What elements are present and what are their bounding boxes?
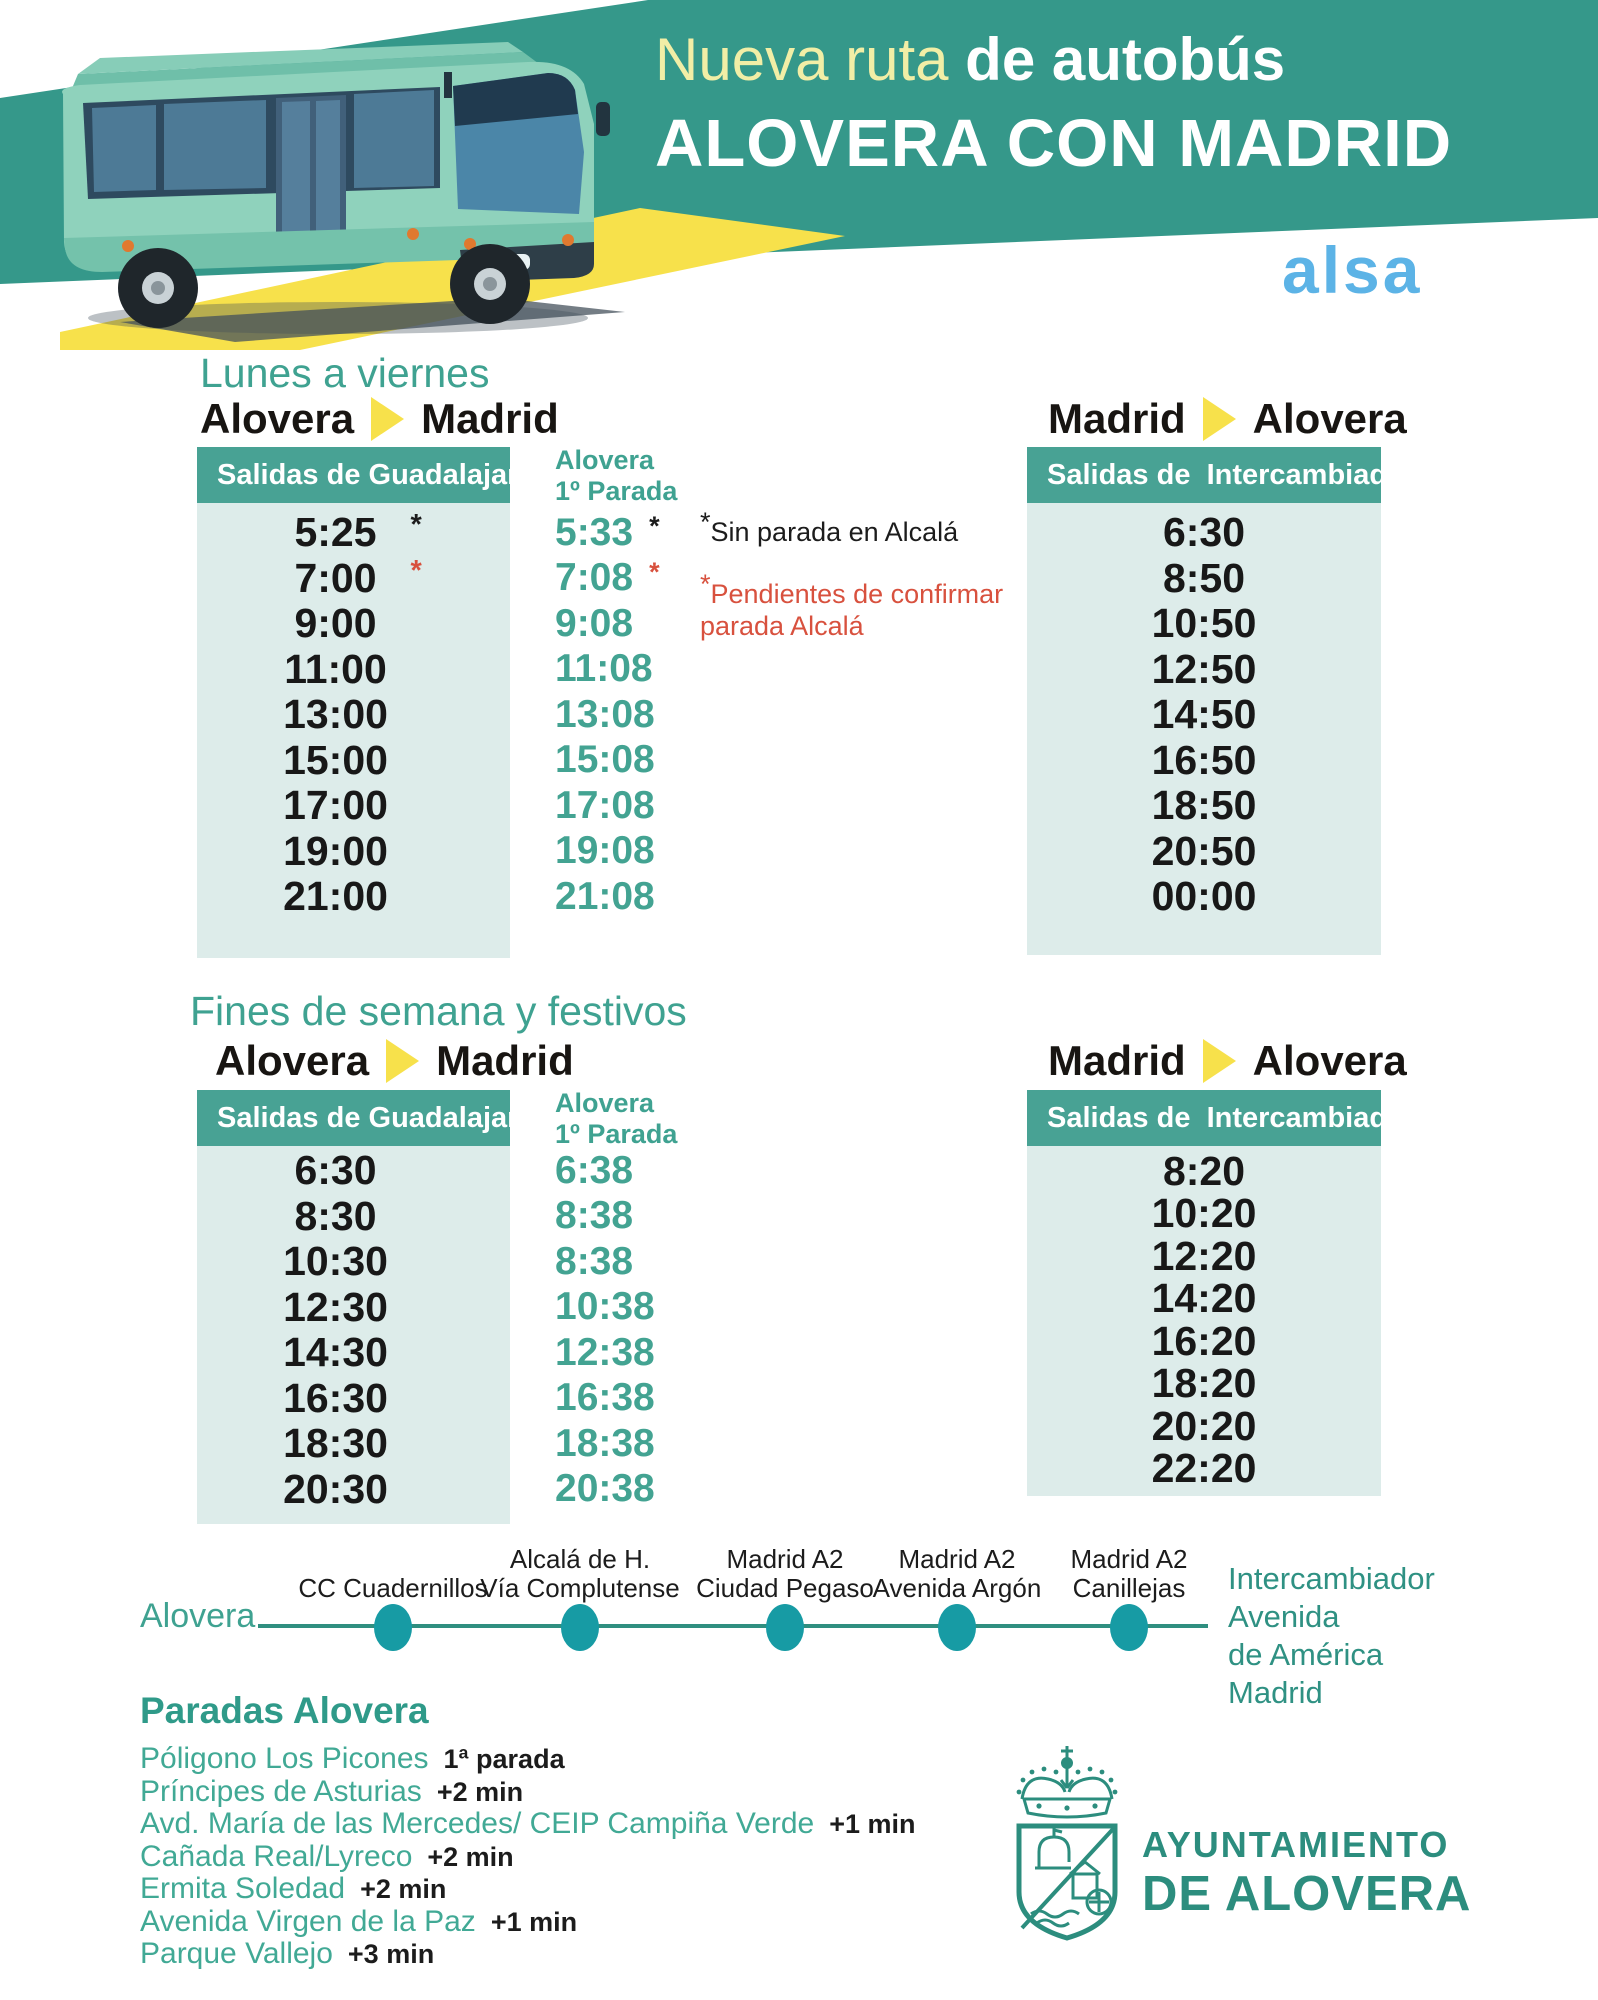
departure-row [197,829,510,875]
route-stop-dot-icon [374,1604,412,1651]
departure-time: 11:00 [284,645,387,692]
destination-line: de América [1228,1637,1384,1672]
timetable-row [1027,647,1381,693]
destination-line: Intercambiador [1228,1561,1435,1596]
arrival-time: 18:38 [555,1421,655,1465]
parada-time-note: +3 min [347,1939,435,1969]
arrival-time: 10:38 [555,1285,655,1329]
arrival-time: 17:08 [555,783,655,827]
departure-time: 7:00 [294,554,377,601]
weekend-departures-header: Salidas de Guadalajara [197,1090,510,1146]
departure-time: 8:50 [1162,554,1246,601]
departure-time: 10:50 [1151,600,1257,647]
weekday-outbound-route-title [200,395,559,443]
departure-time: 20:20 [1151,1402,1257,1449]
stop-label-line: Madrid A2 [898,1544,1016,1574]
arrival-time: 6:38 [555,1148,634,1192]
parada-item [140,1775,916,1808]
parada-name: Príncipes de Asturias [140,1774,422,1808]
departure-row [197,1330,510,1376]
departure-time: 14:30 [283,1329,388,1376]
departure-time: 22:20 [1151,1445,1257,1492]
departure-time: 16:50 [1151,736,1257,783]
departure-time: 8:20 [1162,1147,1246,1194]
departure-time: 14:50 [1151,691,1257,738]
departure-time: 13:00 [283,691,388,738]
parada-item [140,1905,916,1938]
departure-time: 6:30 [294,1147,377,1194]
arrival-row [555,1239,785,1285]
timetable-row [1027,829,1381,875]
arrival-row [555,874,785,920]
arr-header-line1: Alovera [555,1088,655,1118]
stop-label-line: Vía Complutense [480,1573,680,1603]
timetable-row [1027,556,1381,602]
weekday-section-heading: Lunes a viernes [200,350,490,396]
departure-row [197,1376,510,1422]
arrival-row [555,1285,785,1331]
parada-name: Avenida Virgen de la Paz [140,1904,476,1938]
parada-item [140,1872,916,1905]
route-to: Alovera [1252,1037,1407,1084]
title-line2: ALOVERA CON MADRID [655,106,1453,181]
parada-item [140,1807,916,1840]
arrival-time: 19:08 [555,829,655,873]
departure-time: 20:50 [1151,827,1257,874]
departure-row [197,783,510,829]
arrival-row [555,738,785,784]
route-stop-dot-icon [1110,1604,1148,1651]
departure-row [197,1148,510,1194]
arrival-row [555,1194,785,1240]
route-from: Madrid [1048,395,1186,442]
timetable-row [1027,510,1381,556]
arr-header-line2: 1º Parada [555,476,678,506]
arrival-row [555,829,785,875]
departure-row [197,1467,510,1513]
parada-time-note: +2 min [436,1776,524,1807]
departure-row [197,1194,510,1240]
stop-label-line: Canillejas [1072,1573,1186,1603]
destination-line: Madrid [1228,1675,1323,1710]
departure-time: 18:50 [1151,782,1257,829]
arrival-row [555,692,785,738]
departure-time: 18:30 [283,1420,388,1467]
municipality-line2: DE ALOVERA [1142,1867,1472,1921]
route-stop-dot-icon [766,1604,804,1651]
arrival-row [555,1467,785,1513]
arrival-row [555,1376,785,1422]
municipality-line1: AYUNTAMIENTO [1142,1824,1450,1865]
departure-time: 10:30 [283,1238,388,1285]
bus-illustration-icon [8,2,628,342]
route-to: Alovera [1252,395,1407,442]
parada-name: Parque Vallejo [140,1937,333,1970]
departure-row [197,1421,510,1467]
arrival-time: 9:08 [555,601,634,645]
arrow-right-icon [1203,397,1236,441]
time-footnote-mark: * [410,554,422,587]
parada-time-note: +2 min [360,1874,447,1904]
timetable-row [1027,1190,1381,1237]
route-origin-label: Alovera [140,1597,256,1635]
timetable-row [1027,692,1381,738]
departure-row [197,510,510,556]
route-from: Alovera [215,1037,370,1084]
weekend-inbound-header: Salidas de Intercambiador [1027,1090,1381,1146]
weekend-departures-table [197,1146,510,1524]
weekend-outbound-route-title [215,1037,574,1085]
weekday-departures-table [197,503,510,958]
timetable-row [1027,738,1381,784]
weekend-inbound-route-title [1048,1037,1407,1085]
arrival-time: 16:38 [555,1376,655,1420]
arrival-row [555,1330,785,1376]
weekend-arrivals-column [555,1148,785,1512]
header-banner [0,0,1598,350]
departure-time: 12:30 [283,1283,388,1330]
stop-label-line: Madrid A2 [726,1544,844,1574]
departure-time: 12:50 [1151,645,1257,692]
timetable-row [1027,1317,1381,1364]
time-footnote-mark: * [649,556,660,587]
departure-time: 12:20 [1151,1232,1257,1279]
paradas-heading: Paradas Alovera [140,1690,429,1731]
arrival-time: 8:38 [555,1239,634,1283]
departure-time: 17:00 [283,782,388,829]
departure-row [197,556,510,602]
arrow-right-icon [386,1039,419,1083]
weekday-inbound-header: Salidas de Intercambiador [1027,447,1381,503]
route-to: Madrid [421,395,559,442]
arr-header-line1: Alovera [555,445,655,475]
weekday-inbound-table [1027,503,1381,955]
timetable-row [1027,874,1381,920]
departure-time: 5:25 [294,509,377,556]
destination-line: Avenida [1228,1599,1340,1634]
weekday-inbound-route-title [1048,395,1407,443]
departure-time: 9:00 [294,600,377,647]
parada-item [140,1742,916,1775]
time-footnote-mark: * [649,511,660,542]
departure-time: 6:30 [1162,509,1246,556]
timetable-row [1027,1275,1381,1322]
route-stop-dot-icon [938,1604,976,1651]
timetable-row [1027,1402,1381,1449]
municipality-name [1142,1824,1471,1922]
departure-time: 16:30 [283,1374,388,1421]
footnote-mark: * [700,507,711,537]
paradas-list [140,1742,916,1970]
timetable-row [1027,1147,1381,1194]
timetable-row [1027,1445,1381,1492]
departure-row [197,874,510,920]
departure-time: 15:00 [283,736,388,783]
arrival-row [555,783,785,829]
arrow-right-icon [371,397,404,441]
route-from: Madrid [1048,1037,1186,1084]
arrival-time: 13:08 [555,692,655,736]
parada-time-note: +2 min [427,1841,514,1872]
stop-label-line: Alcalá de H. [509,1544,651,1574]
weekend-inbound-table [1027,1146,1381,1496]
arrival-row [555,1148,785,1194]
arrival-time: 7:08 [555,556,634,600]
timetable-row [1027,1232,1381,1279]
arrival-time: 15:08 [555,738,655,782]
parada-item [140,1840,916,1873]
departure-time: 10:20 [1151,1190,1257,1237]
departure-time: 21:00 [283,873,388,920]
route-stop-dot-icon [561,1604,599,1651]
timetable-row [1027,601,1381,647]
departure-row [197,692,510,738]
alovera-coat-of-arms-icon [1005,1742,1130,1947]
arrow-right-icon [1203,1039,1236,1083]
time-footnote-mark: * [410,509,422,542]
parada-item [140,1937,916,1970]
stop-label-line: Madrid A2 [1070,1544,1188,1574]
departure-row [197,1239,510,1285]
alsa-logo: alsa [1282,233,1423,307]
parada-time-note: +1 min [829,1809,916,1839]
departure-time: 20:30 [283,1465,388,1512]
parada-name: Ermita Soledad [140,1872,346,1905]
timetable-row [1027,783,1381,829]
parada-name: Avd. María de las Mercedes/ CEIP Campiña Verde [140,1807,815,1840]
timetable-row [1027,1360,1381,1407]
departure-time: 8:30 [294,1192,377,1239]
departure-row [197,738,510,784]
poster-title [655,26,1453,181]
weekend-arrival-column-header [555,1088,677,1150]
weekend-section-heading: Fines de semana y festivos [190,988,687,1034]
route-destination-label [1228,1560,1435,1712]
arrival-time: 21:08 [555,874,655,918]
footnote-mark: * [700,569,711,599]
arrival-time: 5:33 [555,510,634,554]
arr-header-line2: 1º Parada [555,1119,678,1149]
arrival-time: 11:08 [555,647,653,691]
departure-time: 14:20 [1151,1275,1257,1322]
departure-row [197,601,510,647]
route-to: Madrid [436,1037,574,1084]
weekday-departures-header: Salidas de Guadalajara [197,447,510,503]
departure-row [197,647,510,693]
departure-time: 18:20 [1151,1360,1257,1407]
stop-label-line: Avenida Argón [872,1573,1042,1603]
parada-time-note: +1 min [490,1906,578,1937]
departure-row [197,1285,510,1331]
parada-time-note: 1ª parada [443,1744,565,1774]
weekday-footnotes [700,506,1030,662]
weekday-arrival-column-header [555,445,677,507]
title-part-light: Nueva ruta [655,26,949,93]
stop-label-line: CC Cuadernillos [298,1573,488,1603]
arrival-time: 20:38 [555,1467,655,1511]
arrival-row [555,1421,785,1467]
footnote: *Sin parada en Alcalá [700,507,959,547]
footnote: *Pendientes de confirmar parada Alcalá [700,569,1004,641]
title-part-bold: de autobús [948,26,1286,93]
parada-name: Póligono Los Picones [140,1742,429,1775]
parada-name: Cañada Real/Lyreco [140,1839,413,1873]
route-from: Alovera [200,395,355,442]
arrival-time: 8:38 [555,1194,634,1238]
departure-time: 16:20 [1151,1317,1257,1364]
arrival-time: 12:38 [555,1330,655,1374]
departure-time: 19:00 [283,827,388,874]
stop-label-line: Ciudad Pegaso [696,1573,874,1603]
departure-time: 00:00 [1151,873,1257,920]
route-stop-label [999,1545,1259,1603]
